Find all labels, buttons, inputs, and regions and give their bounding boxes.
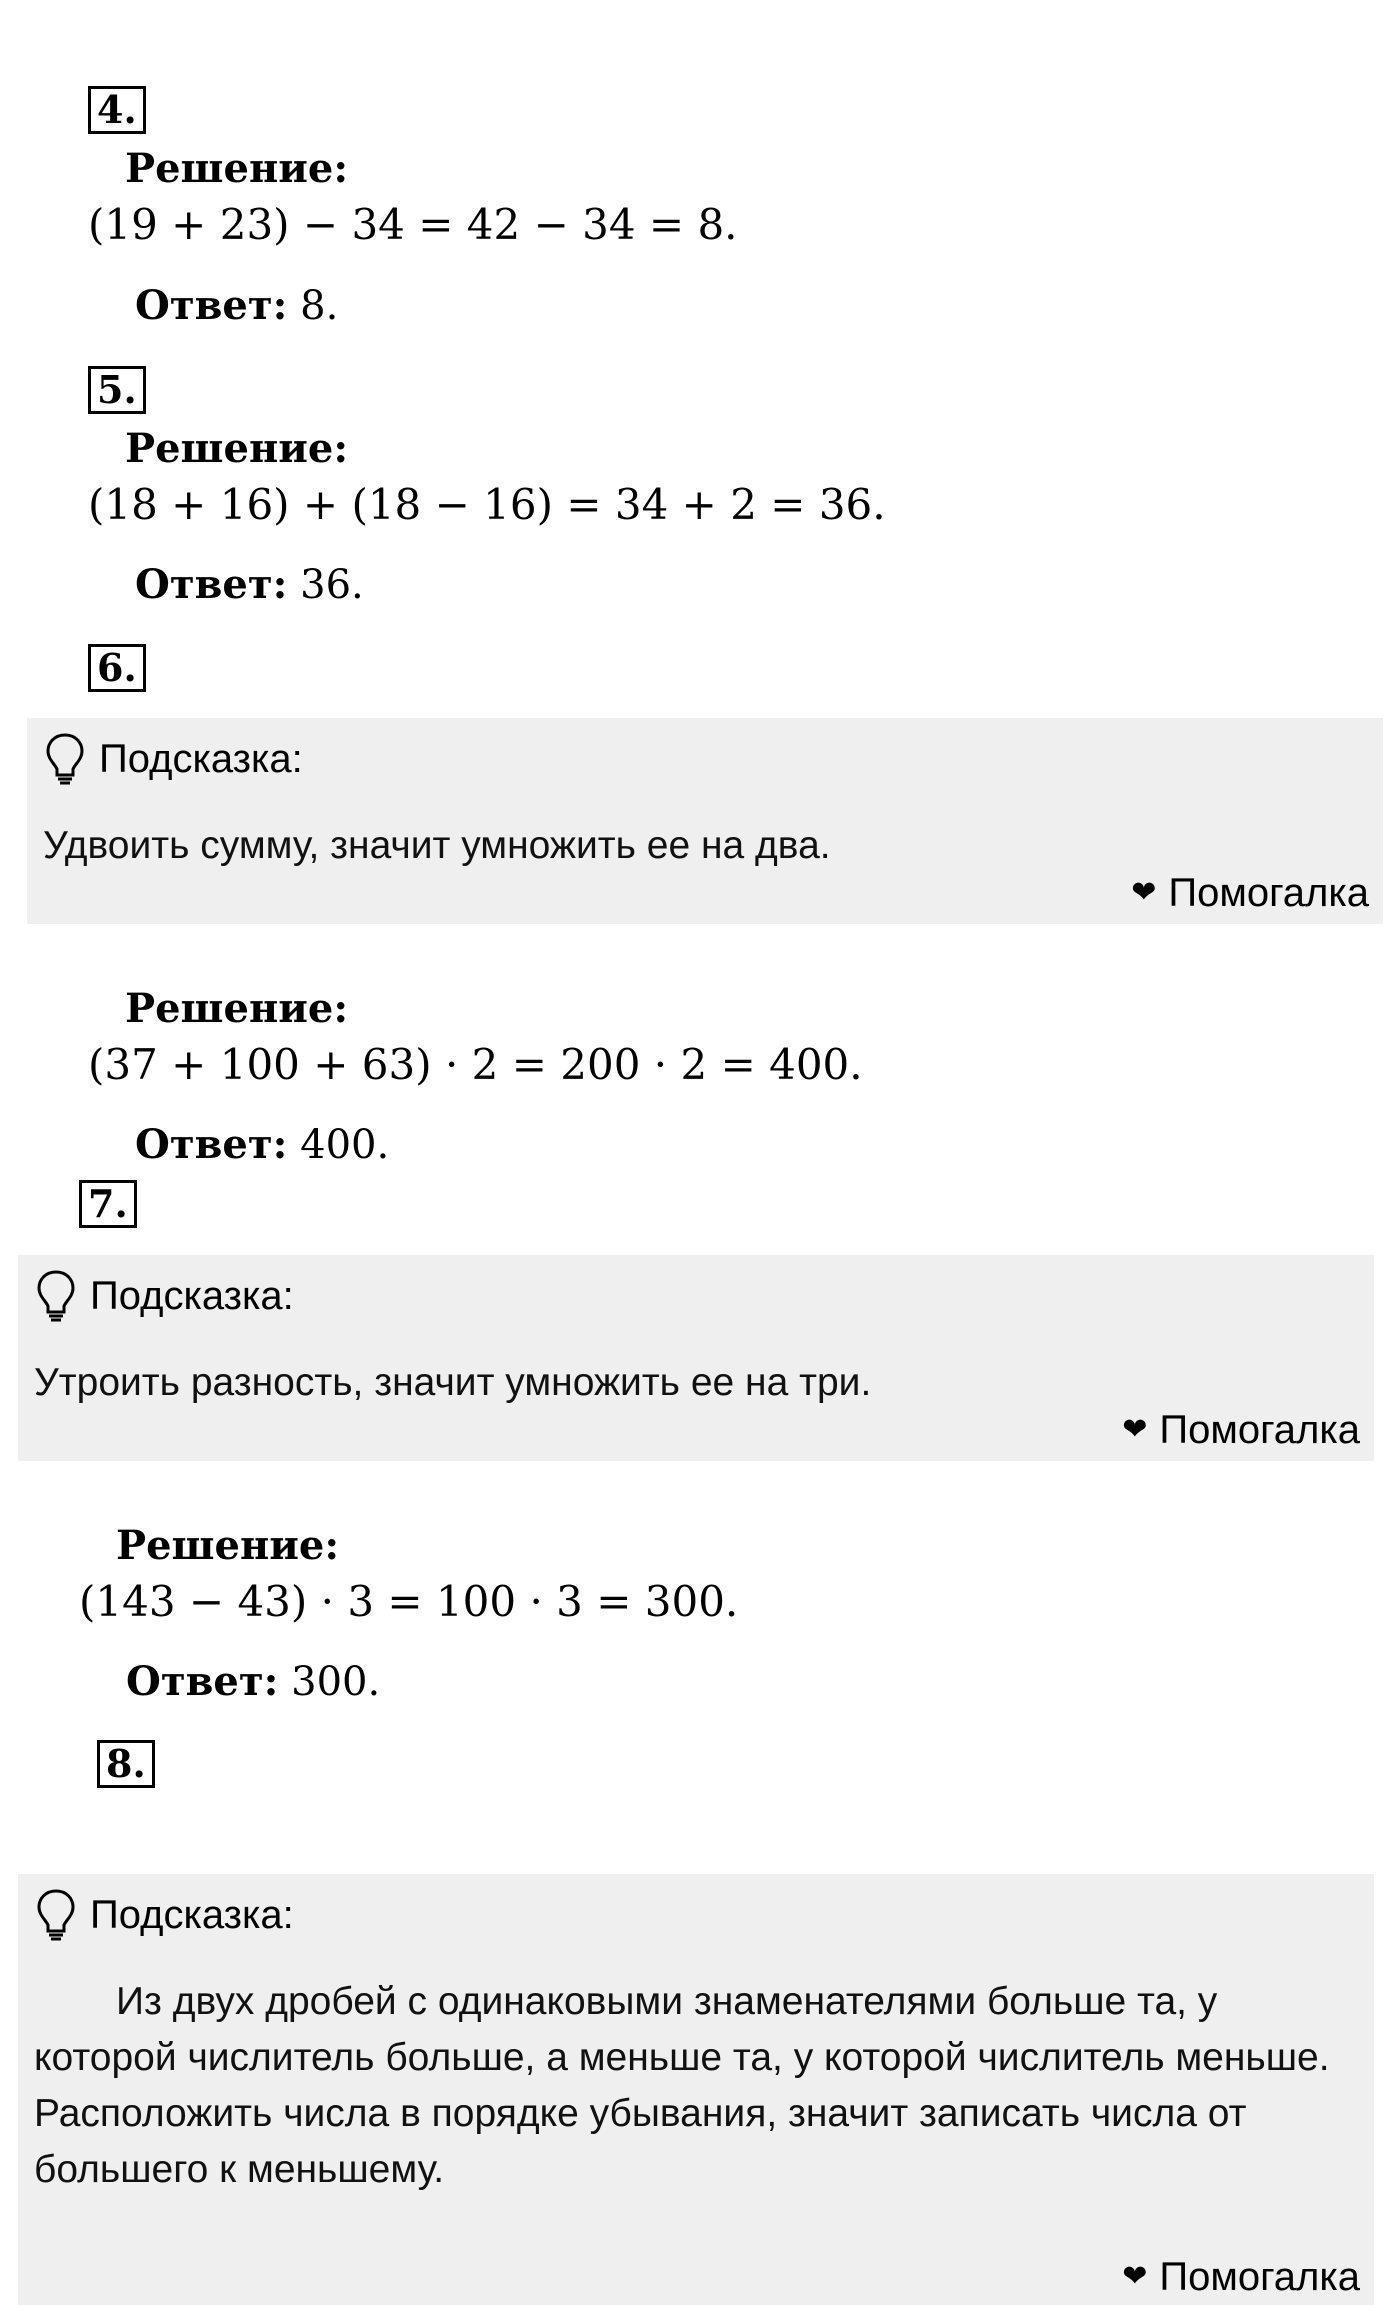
heart-icon: ❤ (1122, 1413, 1148, 1446)
helper-label: Помогалка (1159, 2255, 1360, 2299)
lightbulb-icon (36, 1269, 76, 1323)
helper-link[interactable] (1122, 1405, 1360, 1455)
hint-panel (18, 1255, 1374, 1461)
hint-title: Подсказка: (90, 1893, 294, 1937)
hint-paragraph: Из двух дробей с одинаковыми знаменателями больше та, у которой числитель больше, а меньше та, у которой числитель меньше. (34, 1980, 1330, 2079)
answer-line (135, 1121, 389, 1169)
answer-label: Ответ: (135, 282, 288, 329)
task-number-6: 6. (88, 644, 146, 692)
task-number-4: 4. (88, 86, 146, 134)
answer-line (135, 561, 364, 609)
task-number-5: 5. (88, 366, 146, 414)
hint-header (36, 1888, 294, 1942)
helper-link[interactable] (1122, 2252, 1360, 2302)
solution-expression: (37 + 100 + 63) · 2 = 200 · 2 = 400. (88, 1040, 863, 1089)
hint-paragraph: Расположить числа в порядке убывания, значит записать числа от большего к меньшему. (34, 2092, 1247, 2191)
hint-title: Подсказка: (90, 1274, 294, 1318)
hint-text: Утроить разность, значит умножить ее на три. (34, 1361, 872, 1404)
answer-value: 36. (300, 562, 364, 608)
answer-line (126, 1658, 380, 1706)
solution-label: Решение: (116, 1522, 340, 1569)
helper-link[interactable] (1131, 868, 1369, 918)
task-number-8: 8. (97, 1740, 155, 1788)
solution-expression: (18 + 16) + (18 − 16) = 34 + 2 = 36. (88, 480, 886, 529)
task-number-7: 7. (79, 1180, 137, 1228)
solution-expression: (19 + 23) − 34 = 42 − 34 = 8. (88, 200, 738, 249)
solution-label: Решение: (125, 985, 349, 1032)
hint-header (36, 1269, 294, 1323)
answer-value: 300. (291, 1659, 381, 1705)
answer-line (135, 282, 338, 330)
heart-icon: ❤ (1122, 2260, 1148, 2293)
answer-label: Ответ: (135, 1121, 288, 1168)
lightbulb-icon (36, 1888, 76, 1942)
solution-label: Решение: (125, 145, 349, 192)
answer-label: Ответ: (135, 561, 288, 608)
hint-header (45, 732, 303, 786)
solution-label: Решение: (125, 425, 349, 472)
hint-text (34, 1974, 1344, 2198)
helper-label: Помогалка (1168, 871, 1369, 915)
hint-title: Подсказка: (99, 737, 303, 781)
heart-icon: ❤ (1131, 876, 1157, 909)
solution-expression: (143 − 43) · 3 = 100 · 3 = 300. (79, 1577, 739, 1626)
lightbulb-icon (45, 732, 85, 786)
hint-text: Удвоить сумму, значит умножить ее на два. (43, 824, 831, 867)
helper-label: Помогалка (1159, 1408, 1360, 1452)
answer-label: Ответ: (126, 1658, 279, 1705)
hint-panel (18, 1874, 1374, 2305)
answer-value: 400. (300, 1122, 390, 1168)
hint-panel (27, 718, 1383, 924)
answer-value: 8. (300, 283, 339, 329)
